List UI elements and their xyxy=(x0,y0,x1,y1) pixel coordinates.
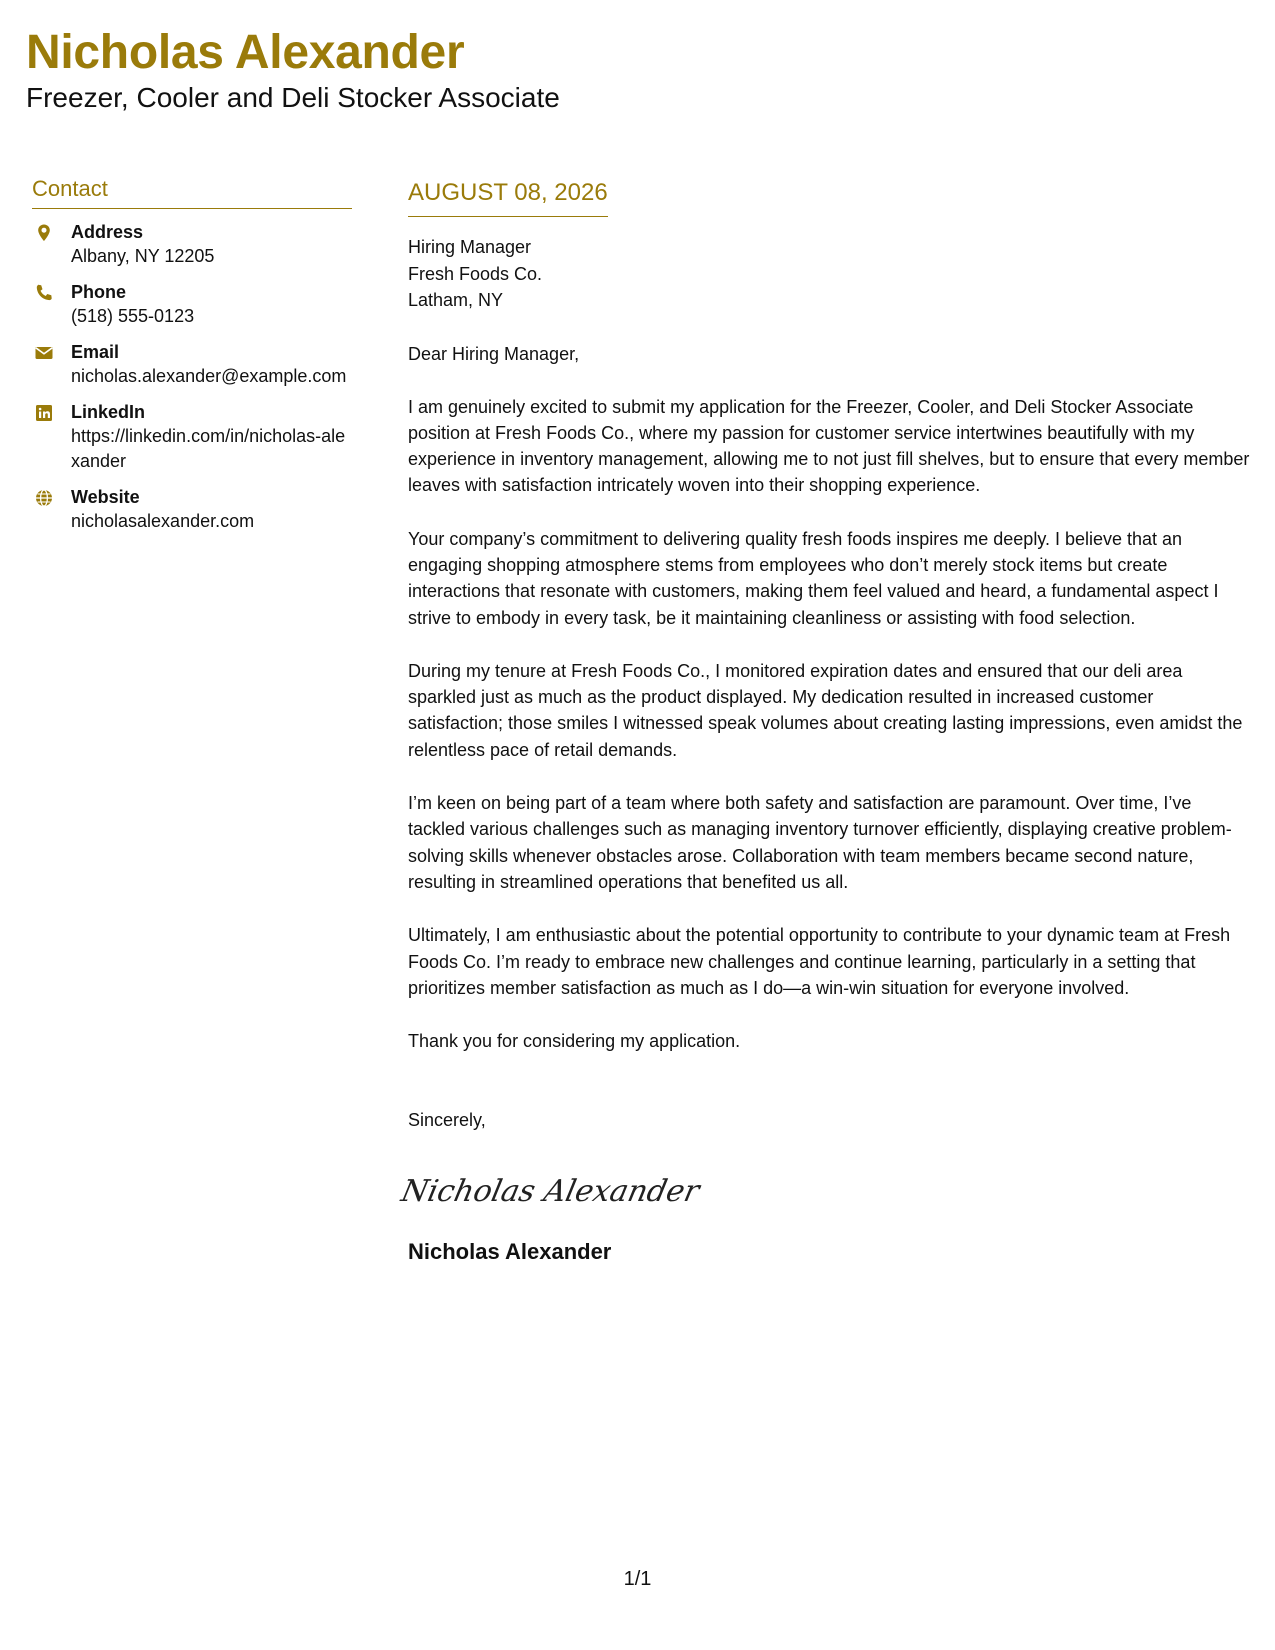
handwritten-signature xyxy=(398,1163,1253,1213)
signature-text: Nicholas Alexander xyxy=(398,1174,703,1210)
signed-name: Nicholas Alexander xyxy=(408,1239,612,1265)
recipient-line: Hiring Manager xyxy=(408,237,532,257)
letter-paragraph: I’m keen on being part of a team where both safety and satisfaction are paramount. Over time, I’ve tackled various challenges such as managing inventory turnover efficiently, displaying creative problem-solving skills whenever obstacles arose. Collaboration with team members became second nature, resulting in streamlined operations that benefited us all. xyxy=(408,793,1232,892)
envelope-icon xyxy=(34,343,54,363)
applicant-name: Nicholas Alexander xyxy=(26,26,465,79)
letter-paragraph: Thank you for considering my application. xyxy=(408,1031,741,1052)
contact-label: Phone xyxy=(71,282,127,302)
job-title: Freezer, Cooler and Deli Stocker Associate xyxy=(26,82,560,113)
letter-body xyxy=(398,176,1253,1267)
salutation: Dear Hiring Manager, xyxy=(408,343,580,364)
contact-label: Website xyxy=(71,487,140,507)
linkedin-value: https://linkedin.com/in/nicholas-alexander xyxy=(71,426,346,471)
contact-linkedin xyxy=(32,400,352,474)
linkedin-icon xyxy=(34,403,54,423)
letter-paragraph: During my tenure at Fresh Foods Co., I monitored expiration dates and ensured that our deli area sparkled just as much as the product displayed. My dedication resulted in increased customer satisfaction; those smiles I witnessed speak volumes about creating lasting impressions, even amidst the relentless pace of retail demands. xyxy=(408,660,1243,760)
address-value: Albany, NY 12205 xyxy=(71,246,215,266)
page-number: 1/1 xyxy=(623,1568,652,1590)
contact-sidebar xyxy=(32,174,352,534)
contact-label: Email xyxy=(71,342,120,362)
contact-email xyxy=(32,340,352,389)
letter-date: AUGUST 08, 2026 xyxy=(408,176,608,217)
letter-paragraph: Ultimately, I am enthusiastic about the potential opportunity to contribute to your dynamic team at Fresh Foods Co. I’m ready to embrace new challenges and continue learning, particularly in a setting that prioritizes member satisfaction as much as I do—a win-win situation for everyone involved. xyxy=(408,925,1231,998)
recipient-line: Latham, NY xyxy=(408,290,504,310)
recipient-line: Fresh Foods Co. xyxy=(408,263,543,284)
contact-label: Address xyxy=(71,222,144,242)
contact-phone xyxy=(32,280,352,329)
contact-heading: Contact xyxy=(32,174,352,209)
recipient-block xyxy=(408,234,1253,314)
header xyxy=(26,22,560,114)
closing: Sincerely, xyxy=(408,1110,486,1131)
location-pin-icon xyxy=(34,223,54,243)
phone-value: (518) 555-0123 xyxy=(71,306,195,326)
phone-icon xyxy=(34,283,54,303)
contact-label: LinkedIn xyxy=(71,402,146,422)
letter-paragraph: Your company’s commitment to delivering quality fresh foods inspires me deeply. I believe that an engaging shopping atmosphere stems from employees who don’t merely stock items but create interactions that resonate with customers, making them feel valued and heard, a fundamental aspect I strive to embody in every task, be it maintaining cleanliness or assisting with food selection. xyxy=(408,528,1219,628)
contact-website xyxy=(32,485,352,534)
globe-icon xyxy=(34,488,54,508)
email-value: nicholas.alexander@example.com xyxy=(71,366,347,386)
signature-graphic xyxy=(398,1163,703,1213)
website-value: nicholasalexander.com xyxy=(71,511,255,531)
letter-paragraph: I am genuinely excited to submit my application for the Freezer, Cooler, and Deli Stocker Associate position at Fresh Foods Co., where my passion for customer service intertwines beautifully with my experience in inventory management, allowing me to not just fill shelves, but to ensure that every member leaves with satisfaction intricately woven into their shopping experience. xyxy=(408,396,1250,496)
contact-address xyxy=(32,220,352,269)
